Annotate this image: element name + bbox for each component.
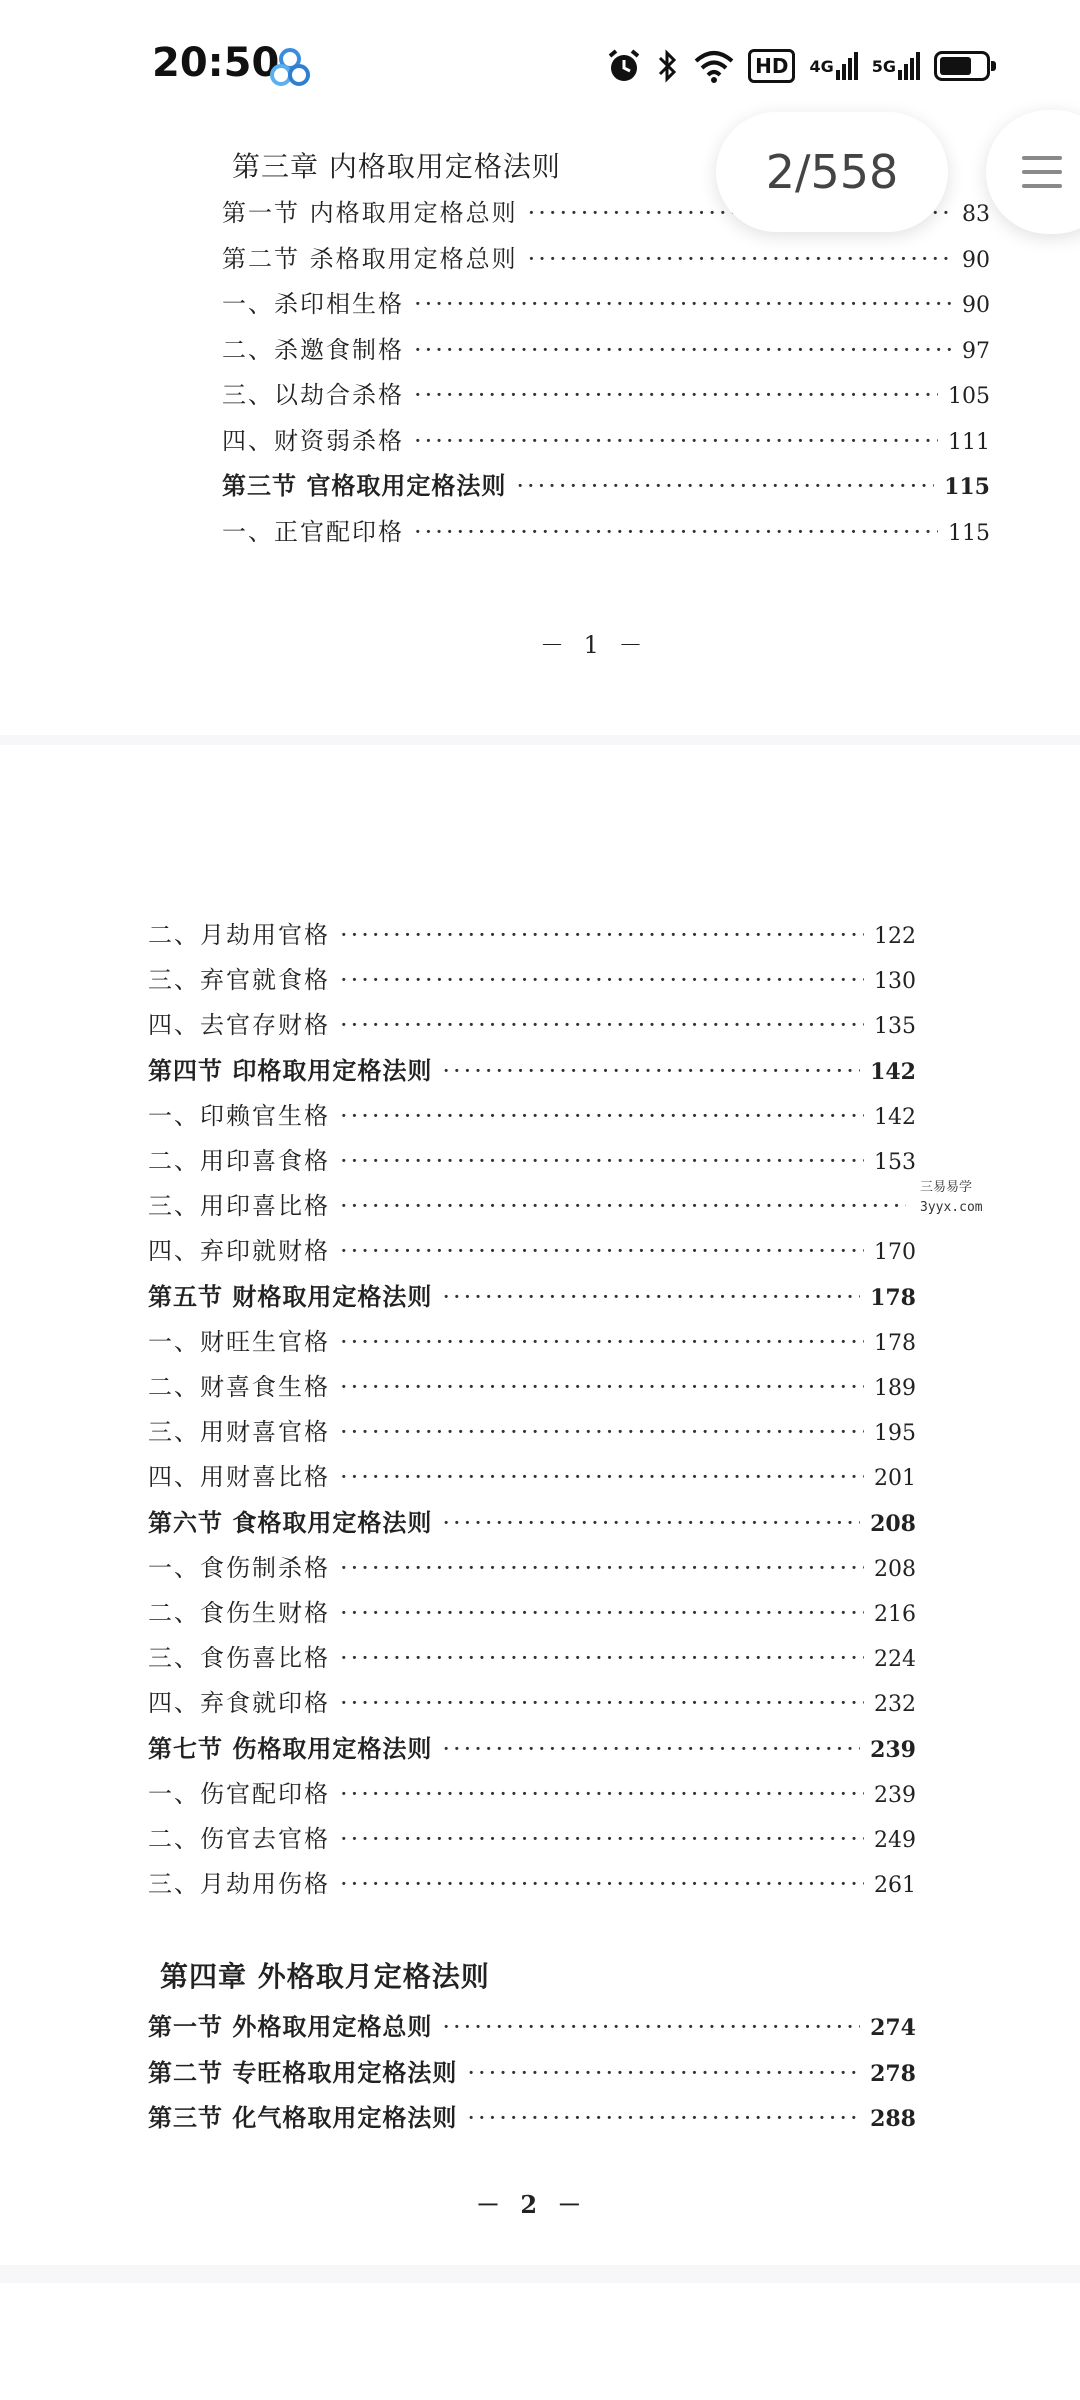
- toc-entry-title: 三、以劫合杀格: [222, 381, 404, 409]
- toc-entry-title: 第三节 化气格取用定格法则: [148, 2103, 458, 2132]
- toc-leader-dots: [414, 336, 952, 364]
- page-number: － 1 －: [540, 631, 649, 659]
- toc-entry: [148, 1593, 916, 1628]
- document-page-3: [0, 2283, 1080, 2400]
- toc-leader-dots: [340, 1373, 864, 1401]
- bluetooth-icon: [656, 44, 680, 88]
- toc-entry-title: 三、食伤喜比格: [148, 1644, 330, 1673]
- toc-entry-page: 83: [962, 202, 990, 227]
- toc-entry: [222, 466, 990, 501]
- toc-entry: [148, 1186, 916, 1221]
- toc-entry-page: 261: [874, 1873, 916, 1899]
- toc-leader-dots: [340, 1644, 864, 1672]
- toc-leader-dots: [340, 1192, 906, 1220]
- toc-entry-title: 第二节 专旺格取用定格法则: [148, 2057, 458, 2087]
- toc-entry: [148, 1864, 916, 1899]
- toc-entry: [148, 1503, 916, 1538]
- toc-entry: [148, 1729, 916, 1764]
- toc-entry-page: 195: [874, 1421, 916, 1447]
- toc-entry: [222, 330, 990, 365]
- wifi-icon: [694, 44, 734, 88]
- toc-entry-title: 第四节 印格取用定格法则: [148, 1055, 433, 1085]
- hd-icon: HD: [748, 44, 795, 88]
- toc-entry-page: 208: [874, 1556, 916, 1582]
- toc-entry: [148, 1277, 916, 1312]
- toc-leader-dots: [340, 1418, 864, 1446]
- toc-entry-title: 第三节 官格取用定格法则: [222, 471, 507, 500]
- toc-entry-title: 第一节 外格取用定格总则: [148, 2012, 433, 2041]
- toc-entry-page: 111: [948, 429, 990, 455]
- toc-entry-page: 274: [870, 2015, 916, 2041]
- alarm-icon: [606, 44, 642, 88]
- toc-entry-page: 249: [874, 1828, 916, 1853]
- toc-entry-page: 189: [874, 1376, 916, 1401]
- toc-leader-dots: [340, 1599, 864, 1627]
- toc-entry: [148, 1231, 916, 1266]
- toc-leader-dots: [340, 1689, 864, 1717]
- toc-leader-dots: [516, 472, 934, 500]
- toc-leader-dots: [340, 1147, 864, 1175]
- document-page-2: [0, 745, 1080, 2265]
- document-page-1: [0, 135, 1080, 735]
- toc-entry: [148, 915, 916, 950]
- toc-entry-title: 二、月劫用官格: [148, 921, 330, 949]
- toc-entry-page: 153: [874, 1150, 916, 1175]
- menu-icon-bar: [1022, 184, 1062, 188]
- toc-entry: [148, 960, 916, 995]
- toc-leader-dots: [340, 1328, 864, 1356]
- toc-entry: [222, 284, 990, 319]
- toc-entry-title: 二、用印喜食格: [148, 1147, 330, 1175]
- toc-entry: [148, 1457, 916, 1492]
- toc-entry-page: 278: [870, 2060, 916, 2087]
- signal-5g-icon: 5G: [872, 44, 920, 88]
- toc-entry-page: 170: [874, 1240, 916, 1266]
- toc-leader-dots: [414, 518, 938, 546]
- toc-leader-dots: [340, 1463, 864, 1491]
- toc-entry-page: 288: [870, 2106, 916, 2132]
- toc-entry-page: 115: [948, 520, 990, 546]
- toc-entry-page: 224: [874, 1647, 916, 1673]
- toc-entry-page: 239: [874, 1782, 916, 1808]
- toc-leader-dots: [442, 1057, 860, 1085]
- toc-leader-dots: [340, 1825, 864, 1853]
- signal-4g-icon: 4G: [809, 44, 857, 88]
- toc-entry-title: 三、弃官就食格: [148, 966, 330, 995]
- toc-entry-title: 四、财资弱杀格: [222, 426, 404, 455]
- toc-entry: [148, 2098, 916, 2133]
- toc-entry-page: 208: [870, 1510, 916, 1537]
- toc-entry-page: 122: [874, 924, 916, 949]
- toc-entry-page: 216: [874, 1602, 916, 1627]
- toc-entry: [148, 1005, 916, 1040]
- toc-entry-title: 三、用财喜官格: [148, 1418, 330, 1447]
- toc-entry-page: 90: [962, 247, 990, 273]
- toc-entry-title: 二、食伤生财格: [148, 1599, 330, 1627]
- toc-entry: [148, 2053, 916, 2088]
- toc-leader-dots: [340, 1237, 864, 1265]
- toc-entry-page: 201: [874, 1466, 916, 1492]
- toc-entry: [222, 375, 990, 410]
- toc-entry-title: 一、正官配印格: [222, 517, 404, 546]
- status-time: 20:50: [152, 40, 280, 86]
- toc-entry: [148, 1096, 916, 1131]
- battery-icon: [934, 44, 990, 88]
- toc-leader-dots: [442, 1735, 860, 1763]
- toc-entry-title: 四、弃印就财格: [148, 1237, 330, 1266]
- toc-leader-dots: [467, 2104, 860, 2132]
- toc-entry: [148, 1367, 916, 1402]
- toc-entry-page: 142: [874, 1104, 916, 1130]
- toc-entry: [148, 1322, 916, 1357]
- toc-entry-page: 232: [874, 1692, 916, 1718]
- toc-leader-dots: [442, 2013, 860, 2041]
- toc-leader-dots: [442, 1509, 860, 1537]
- status-icons: [606, 44, 990, 88]
- toc-entry: [148, 1774, 916, 1809]
- toc-entry: [148, 1638, 916, 1673]
- toc-entry-title: 一、财旺生官格: [148, 1327, 330, 1356]
- toc-entry-page: 97: [962, 338, 990, 364]
- chapter-heading: 第三章 内格取用定格法则: [232, 150, 561, 183]
- toc-leader-dots: [414, 427, 938, 455]
- toc-entry-page: 142: [870, 1058, 916, 1085]
- toc-entry-title: 三、用印喜比格: [148, 1192, 330, 1221]
- toc-leader-dots: [442, 1283, 860, 1311]
- app-notification-icon: [268, 46, 312, 90]
- menu-icon: [1022, 156, 1062, 160]
- toc-leader-dots: [340, 966, 864, 994]
- toc-entry-title: 四、弃食就印格: [148, 1689, 330, 1718]
- toc-entry-page: 239: [870, 1736, 916, 1763]
- status-bar: [0, 0, 1080, 135]
- battery-level: [940, 57, 971, 75]
- toc-entry-title: 一、杀印相生格: [222, 290, 404, 318]
- toc-entry: [148, 1051, 916, 1086]
- toc-entry: [148, 1141, 916, 1176]
- toc-entry-title: 第五节 财格取用定格法则: [148, 1281, 433, 1311]
- toc-leader-dots: [340, 1870, 864, 1898]
- toc-entry: [222, 512, 990, 547]
- toc-leader-dots: [340, 1011, 864, 1039]
- menu-icon-bar: [1022, 170, 1062, 174]
- toc-entry: [148, 2007, 916, 2042]
- toc-entry-title: 一、印赖官生格: [148, 1101, 330, 1130]
- toc-entry-title: 第一节 内格取用定格总则: [222, 199, 518, 227]
- chapter-heading: 第四章 外格取月定格法则: [160, 1960, 490, 1993]
- toc-leader-dots: [340, 1554, 864, 1582]
- toc-entry-page: 105: [948, 384, 990, 409]
- watermark: 三易易学 3yyx.com: [920, 1180, 983, 1215]
- toc-leader-dots: [414, 381, 938, 409]
- toc-entry-title: 四、用财喜比格: [148, 1463, 330, 1492]
- toc-leader-dots: [340, 921, 864, 949]
- toc-entry-title: 三、月劫用伤格: [148, 1870, 330, 1899]
- toc-leader-dots: [467, 2059, 860, 2087]
- toc-entry: [222, 421, 990, 456]
- toc-entry-title: 一、伤官配印格: [148, 1779, 330, 1808]
- toc-leader-dots: [340, 1102, 864, 1130]
- toc-entry-title: 一、食伤制杀格: [148, 1553, 330, 1582]
- page-indicator[interactable]: 2/558: [716, 112, 948, 232]
- toc-leader-dots: [340, 1780, 864, 1808]
- toc-entry-title: 二、伤官去官格: [148, 1825, 330, 1853]
- toc-entry-page: 90: [962, 293, 990, 318]
- toc-entry: [222, 239, 990, 274]
- toc-entry-title: 四、去官存财格: [148, 1011, 330, 1040]
- toc-entry: [148, 1683, 916, 1718]
- toc-entry: [148, 1819, 916, 1854]
- toc-entry: [148, 1548, 916, 1583]
- toc-entry-title: 二、杀邀食制格: [222, 335, 404, 364]
- toc-entry-page: 178: [870, 1284, 916, 1311]
- toc-leader-dots: [528, 245, 952, 273]
- toc-entry-title: 二、财喜食生格: [148, 1373, 330, 1401]
- toc-leader-dots: [414, 290, 952, 318]
- toc-entry-page: 178: [874, 1330, 916, 1356]
- toc-entry-page: 115: [944, 474, 990, 500]
- toc-entry-page: 130: [874, 969, 916, 995]
- toc-entry-page: 135: [874, 1014, 916, 1040]
- toc-entry: [148, 1412, 916, 1447]
- toc-entry-title: 第六节 食格取用定格法则: [148, 1507, 433, 1537]
- toc-entry-title: 第七节 伤格取用定格法则: [148, 1733, 433, 1763]
- page-number: － 2 －: [476, 2190, 588, 2219]
- toc-entry-title: 第二节 杀格取用定格总则: [222, 244, 518, 273]
